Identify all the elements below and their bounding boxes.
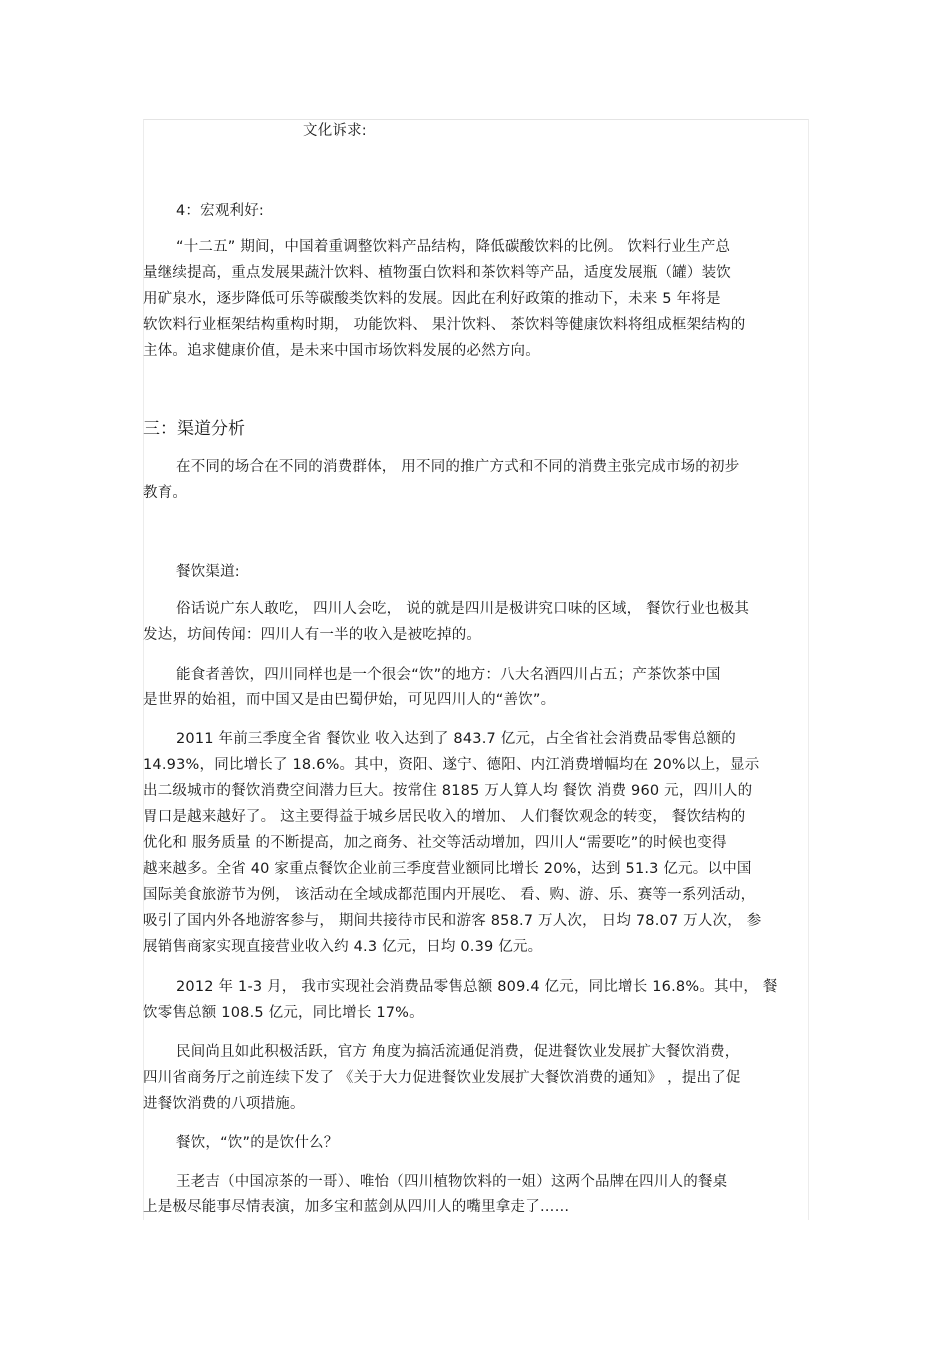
paragraph-line: 是世界的始祖，而中国又是由巴蜀伊始，可见四川人的“善饮”。: [143, 692, 556, 708]
paragraph-line: 优化和 服务质量 的不断提高，加之商务、社交等活动增加，四川人“需要吃”的时候也变得: [143, 835, 727, 851]
paragraph-line: 越来越多。全省 40 家重点餐饮企业前三季度营业额同比增长 20%，达到 51.3 亿元。以中国: [143, 861, 752, 877]
paragraph-line: 软饮料行业框架结构重构时期， 功能饮料、 果汁饮料、 茶饮料等健康饮料将组成框架结构的: [143, 317, 746, 333]
paragraph-line: 2012 年 1-3 月， 我市实现社会消费品零售总额 809.4 亿元，同比增长 16.8%。其中， 餐: [176, 979, 778, 995]
paragraph-line: 王老吉（中国凉茶的一哥）、唯怡（四川植物饮料的一姐）这两个品牌在四川人的餐桌: [176, 1174, 728, 1190]
paragraph-line: “十二五” 期间，中国着重调整饮料产品结构，降低碳酸饮料的比例。 饮料行业生产总: [176, 239, 731, 255]
dining-channel-heading: 餐饮渠道:: [176, 564, 240, 580]
paragraph-line: 吸引了国内外各地游客参与， 期间共接待市民和游客 858.7 万人次， 日均 78.07 万人次， 参: [143, 913, 762, 929]
section-title: 三：渠道分析: [143, 419, 245, 439]
paragraph-line: 主体。追求健康价值，是未来中国市场饮料发展的必然方向。: [143, 343, 540, 359]
paragraph-line: 在不同的场合在不同的消费群体， 用不同的推广方式和不同的消费主张完成市场的初步: [176, 459, 740, 475]
paragraph-line: 俗话说广东人敢吃， 四川人会吃， 说的就是四川是极讲究口味的区域， 餐饮行业也极其: [176, 601, 750, 617]
paragraph-line: 四川省商务厅之前连续下发了 《关于大力促进餐饮业发展扩大餐饮消费的通知》 ，提出了促: [143, 1070, 741, 1086]
paragraph-line: 胃口是越来越好了。 这主要得益于城乡居民收入的增加、 人们餐饮观念的转变， 餐饮结构的: [143, 809, 746, 825]
paragraph-line: 展销售商家实现直接营业收入约 4.3 亿元，日均 0.39 亿元。: [143, 939, 543, 955]
paragraph-line: 进餐饮消费的八项措施。: [143, 1096, 305, 1112]
paragraph-line: 国际美食旅游节为例， 该活动在全域成都范围内开展吃、 看、购、游、乐、赛等一系列活动，: [143, 887, 756, 903]
dining-question: 餐饮，“饮”的是饮什么？: [176, 1135, 339, 1151]
paragraph-line: 出二级城市的餐饮消费空间潜力巨大。按常住 8185 万人算人均 餐饮 消费 960 元，四川人的: [143, 783, 753, 799]
paragraph-line: 民间尚且如此积极活跃，官方 角度为搞活流通促消费，促进餐饮业发展扩大餐饮消费，: [176, 1044, 740, 1060]
paragraph-line: 教育。: [143, 485, 188, 501]
paragraph-line: 能食者善饮，四川同样也是一个很会“饮”的地方：八大名酒四川占五；产茶饮茶中国: [176, 667, 721, 683]
paragraph-line: 用矿泉水，逐步降低可乐等碳酸类饮料的发展。因此在利好政策的推动下，未来 5 年将是: [143, 291, 721, 307]
paragraph-line: 量继续提高，重点发展果蔬汁饮料、植物蛋白饮料和茶饮料等产品，适度发展瓶（罐）装饮: [143, 265, 731, 281]
paragraph-line: 发达，坊间传闻：四川人有一半的收入是被吃掉的。: [143, 627, 482, 643]
paragraph-line: 饮零售总额 108.5 亿元，同比增长 17%。: [143, 1005, 424, 1021]
cultural-appeal-label: 文化诉求:: [303, 123, 367, 139]
paragraph-line: 14.93%，同比增长了 18.6%。其中，资阳、遂宁、德阳、内江消费增幅均在 20%以上，显示: [143, 757, 760, 773]
paragraph-line: 上是极尽能事尽情表演，加多宝和蓝剑从四川人的嘴里拿走了……: [143, 1199, 570, 1215]
paragraph-line: 2011 年前三季度全省 餐饮业 收入达到了 843.7 亿元，占全省社会消费品零售总额的: [176, 731, 736, 747]
macro-benefits-heading: 4：宏观利好:: [176, 203, 265, 219]
